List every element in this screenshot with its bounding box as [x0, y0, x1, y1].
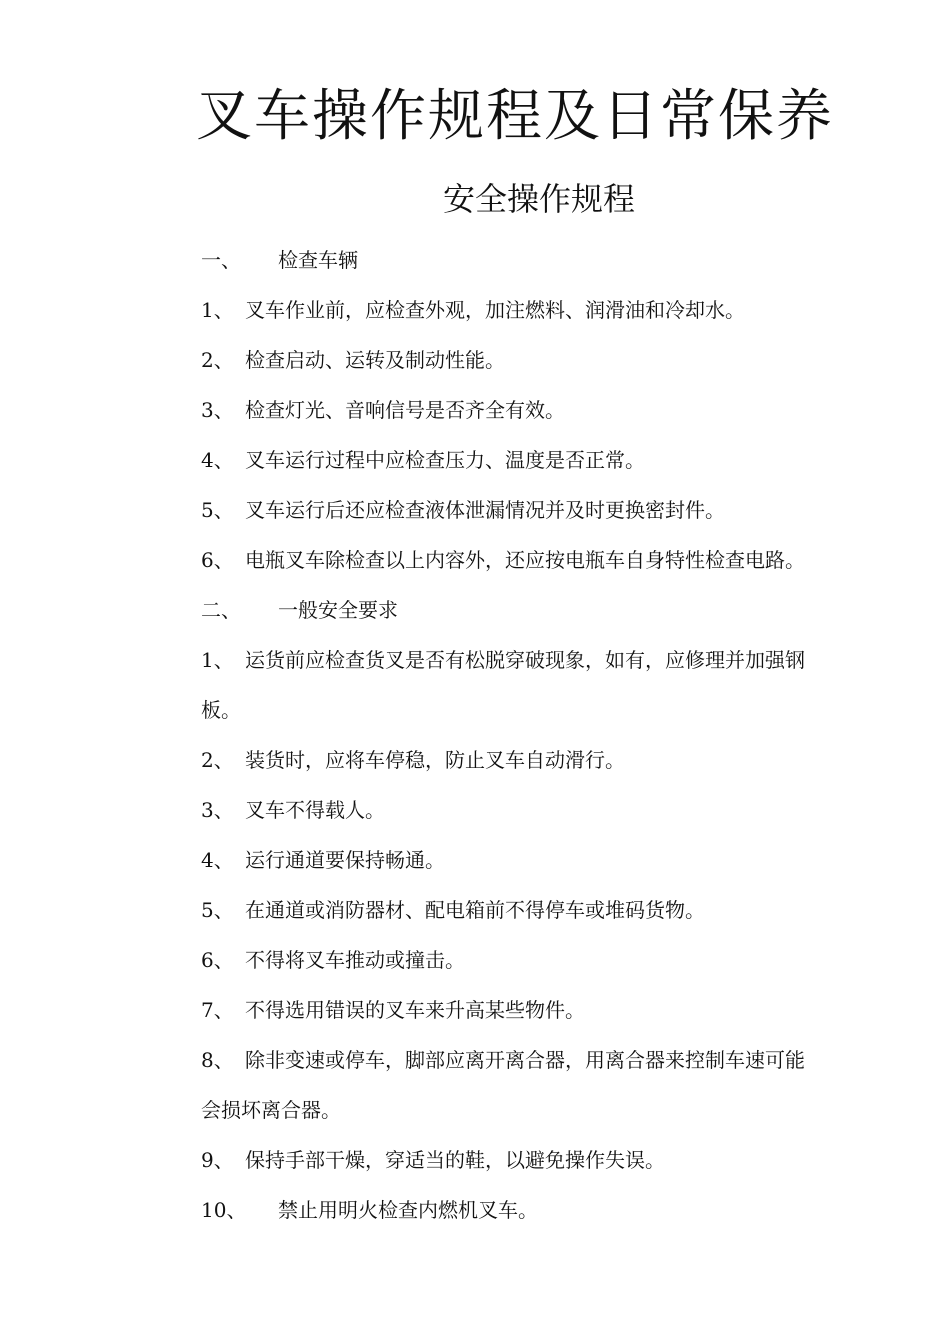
item-number: 1、 [201, 648, 234, 672]
item-text: 除非变速或停车，脚部应离开离合器，用离合器来控制车速可能 [245, 1048, 805, 1072]
item-text: 运行通道要保持畅通。 [245, 848, 445, 872]
item-text: 叉车运行后还应检查液体泄漏情况并及时更换密封件。 [245, 498, 725, 522]
list-item [201, 395, 880, 425]
list-item [201, 745, 880, 775]
list-item [201, 495, 880, 525]
item-number: 7、 [201, 998, 234, 1022]
item-text: 运货前应检查货叉是否有松脱穿破现象，如有，应修理并加强钢 [245, 648, 805, 672]
item-number: 8、 [201, 1048, 234, 1072]
item-number: 9、 [201, 1148, 234, 1172]
item-text: 叉车运行过程中应检查压力、温度是否正常。 [245, 448, 645, 472]
list-item [201, 645, 880, 675]
section-heading [201, 245, 880, 275]
document-subtitle: 安全操作规程 [442, 180, 635, 218]
list-item [201, 1145, 880, 1175]
list-item [201, 545, 880, 575]
item-text: 叉车作业前，应检查外观，加注燃料、润滑油和冷却水。 [245, 298, 745, 322]
section-number: 二、 [201, 598, 241, 622]
item-text: 在通道或消防器材、配电箱前不得停车或堆码货物。 [245, 898, 705, 922]
item-number: 4、 [201, 448, 234, 472]
item-number: 2、 [201, 348, 234, 372]
item-number: 5、 [201, 898, 234, 922]
item-text: 电瓶叉车除检查以上内容外，还应按电瓶车自身特性检查电路。 [245, 548, 805, 572]
section-title: 一般安全要求 [278, 598, 398, 622]
item-text: 禁止用明火检查内燃机叉车。 [278, 1198, 538, 1222]
item-continuation: 板。 [201, 698, 241, 722]
list-item [201, 295, 880, 325]
list-item [201, 795, 880, 825]
document-title: 叉车操作规程及日常保养 [196, 84, 834, 149]
section-number: 一、 [201, 248, 241, 272]
item-number: 1、 [201, 298, 234, 322]
item-number: 6、 [201, 948, 234, 972]
item-number: 6、 [201, 548, 234, 572]
list-item [201, 945, 880, 975]
list-item [201, 1045, 880, 1075]
item-number: 3、 [201, 798, 234, 822]
item-text: 叉车不得载人。 [245, 798, 385, 822]
list-item [201, 1195, 880, 1225]
item-number: 5、 [201, 498, 234, 522]
item-number: 3、 [201, 398, 234, 422]
section-title: 检查车辆 [278, 248, 358, 272]
list-item [201, 845, 880, 875]
item-continuation: 会损坏离合器。 [201, 1098, 341, 1122]
item-text: 装货时，应将车停稳，防止叉车自动滑行。 [245, 748, 625, 772]
item-text: 不得选用错误的叉车来升高某些物件。 [245, 998, 585, 1022]
list-item [201, 345, 880, 375]
list-item [201, 895, 880, 925]
item-number: 10、 [201, 1198, 247, 1222]
section-heading [201, 595, 880, 625]
list-item [201, 995, 880, 1025]
item-text: 不得将叉车推动或撞击。 [245, 948, 465, 972]
list-item [201, 445, 880, 475]
item-text: 保持手部干燥，穿适当的鞋，以避免操作失误。 [245, 1148, 665, 1172]
item-text: 检查启动、运转及制动性能。 [245, 348, 505, 372]
item-number: 2、 [201, 748, 234, 772]
item-number: 4、 [201, 848, 234, 872]
item-text: 检查灯光、音响信号是否齐全有效。 [245, 398, 565, 422]
